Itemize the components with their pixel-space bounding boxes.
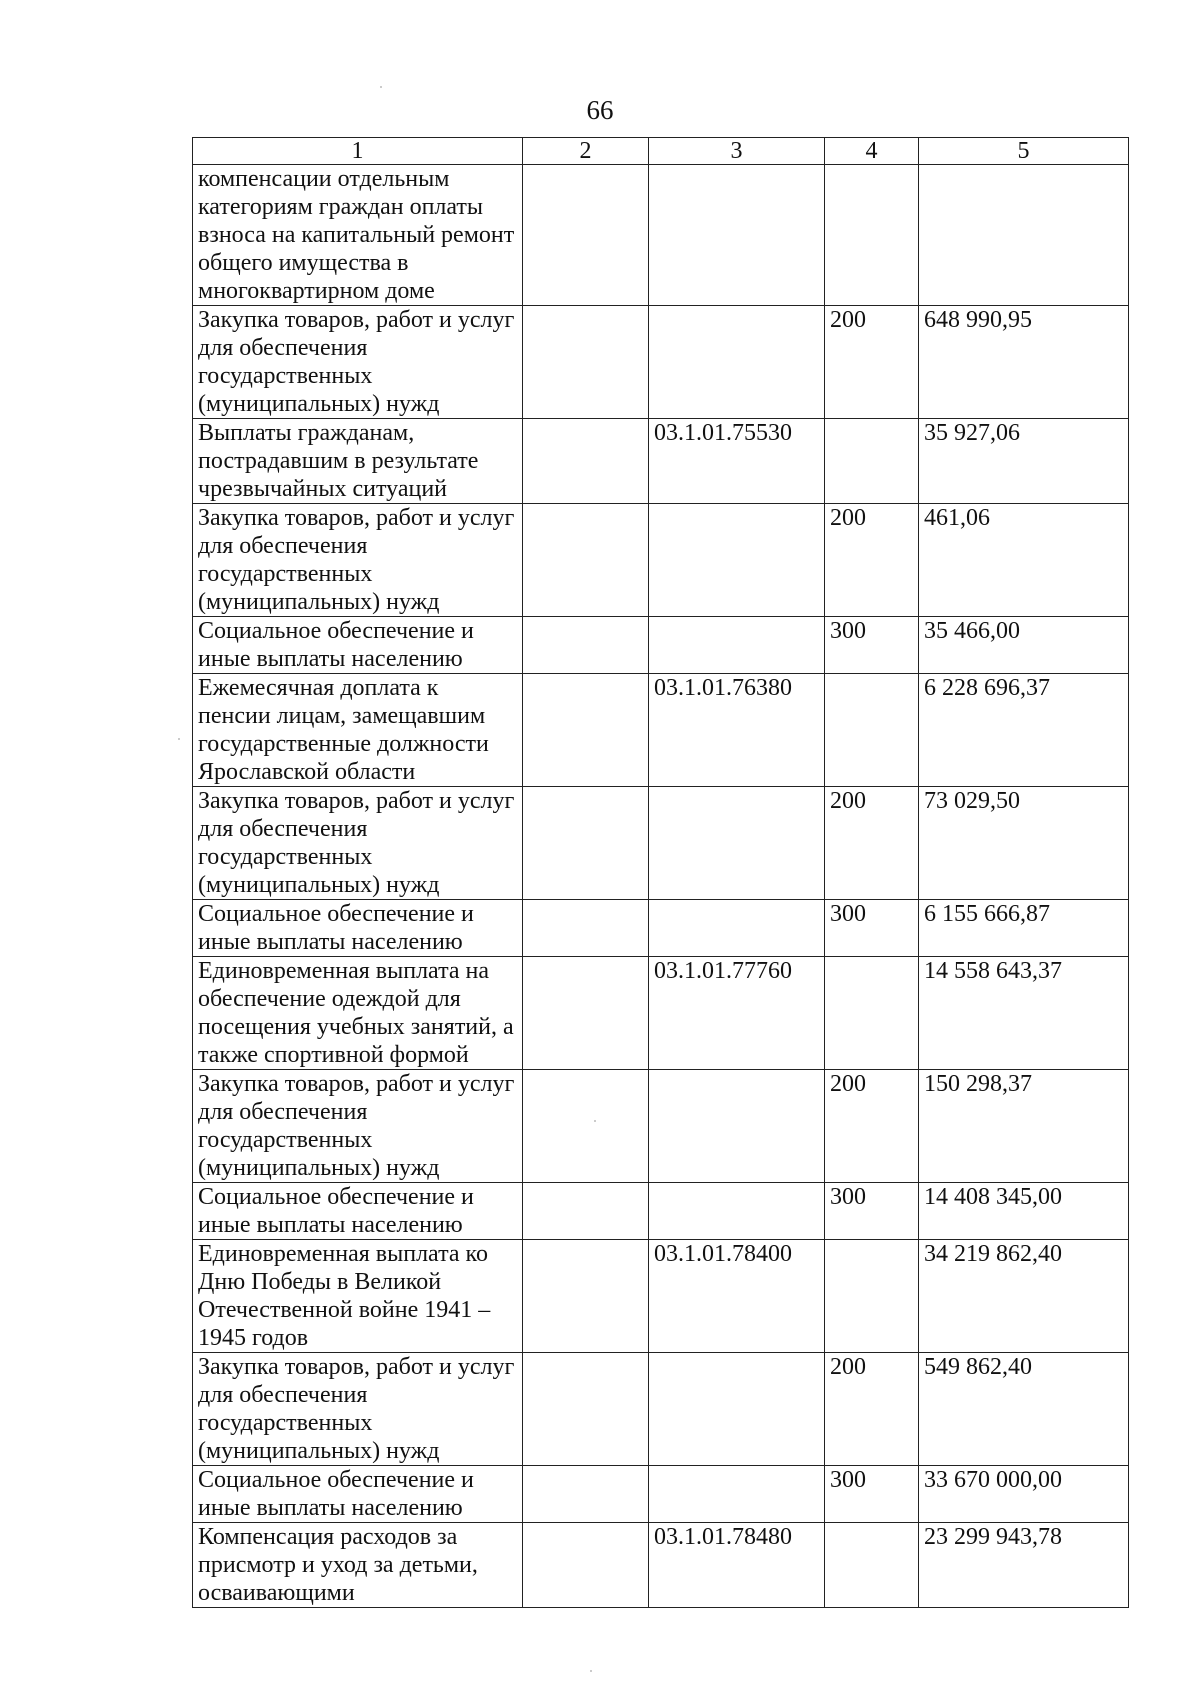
row-type-cell — [825, 1240, 919, 1353]
row-name-cell: Единовременная выплата на обеспечение одеждой для посещения учебных занятий, а также спортивной формой — [193, 957, 523, 1070]
row-col2-cell — [523, 674, 649, 787]
row-name-cell: Закупка товаров, работ и услуг для обеспечения государственных (муниципальных) нужд — [193, 1353, 523, 1466]
row-name-cell: Закупка товаров, работ и услуг для обеспечения государственных (муниципальных) нужд — [193, 787, 523, 900]
row-col2-cell — [523, 419, 649, 504]
row-col2-cell — [523, 1466, 649, 1523]
row-type-cell — [825, 674, 919, 787]
row-type-cell: 200 — [825, 1353, 919, 1466]
row-col2-cell — [523, 1240, 649, 1353]
row-name-cell: Социальное обеспечение и иные выплаты населению — [193, 900, 523, 957]
row-amount-cell: 73 029,50 — [919, 787, 1129, 900]
scan-speck — [178, 738, 180, 740]
table-row — [193, 957, 1129, 1070]
table-row — [193, 165, 1129, 306]
scan-speck — [590, 1670, 592, 1672]
table-row — [193, 1240, 1129, 1353]
row-amount-cell: 35 466,00 — [919, 617, 1129, 674]
column-header-1: 1 — [193, 138, 523, 165]
row-col2-cell — [523, 1070, 649, 1183]
budget-table — [192, 137, 1129, 1608]
row-amount-cell: 150 298,37 — [919, 1070, 1129, 1183]
row-amount-cell: 14 558 643,37 — [919, 957, 1129, 1070]
row-name-cell: компенсации отдельным категориям граждан оплаты взноса на капитальный ремонт общего имущества в многоквартирном доме — [193, 165, 523, 306]
table-row — [193, 617, 1129, 674]
row-name-cell: Социальное обеспечение и иные выплаты населению — [193, 617, 523, 674]
row-type-cell — [825, 1523, 919, 1608]
table-row — [193, 419, 1129, 504]
row-amount-cell: 461,06 — [919, 504, 1129, 617]
row-amount-cell: 35 927,06 — [919, 419, 1129, 504]
row-type-cell: 300 — [825, 617, 919, 674]
row-name-cell: Выплаты гражданам, пострадавшим в результате чрезвычайных ситуаций — [193, 419, 523, 504]
row-col2-cell — [523, 617, 649, 674]
row-col2-cell — [523, 1523, 649, 1608]
row-amount-cell — [919, 165, 1129, 306]
row-type-cell: 200 — [825, 306, 919, 419]
row-code-cell: 03.1.01.75530 — [649, 419, 825, 504]
row-name-cell: Единовременная выплата ко Дню Победы в Великой Отечественной войне 1941 – 1945 годов — [193, 1240, 523, 1353]
row-name-cell: Закупка товаров, работ и услуг для обеспечения государственных (муниципальных) нужд — [193, 1070, 523, 1183]
row-code-cell — [649, 617, 825, 674]
row-type-cell — [825, 957, 919, 1070]
row-code-cell: 03.1.01.77760 — [649, 957, 825, 1070]
row-type-cell: 300 — [825, 900, 919, 957]
row-name-cell: Социальное обеспечение и иные выплаты населению — [193, 1466, 523, 1523]
row-type-cell: 200 — [825, 1070, 919, 1183]
table-row — [193, 306, 1129, 419]
table-row — [193, 674, 1129, 787]
table-row — [193, 1183, 1129, 1240]
table-row — [193, 900, 1129, 957]
row-name-cell: Закупка товаров, работ и услуг для обеспечения государственных (муниципальных) нужд — [193, 504, 523, 617]
table-row — [193, 1523, 1129, 1608]
row-col2-cell — [523, 165, 649, 306]
scan-speck — [594, 1120, 596, 1122]
row-code-cell: 03.1.01.78400 — [649, 1240, 825, 1353]
row-code-cell — [649, 1183, 825, 1240]
row-col2-cell — [523, 1183, 649, 1240]
row-type-cell — [825, 165, 919, 306]
row-code-cell — [649, 1466, 825, 1523]
row-code-cell — [649, 165, 825, 306]
row-type-cell: 200 — [825, 504, 919, 617]
row-name-cell: Ежемесячная доплата к пенсии лицам, замещавшим государственные должности Ярославской области — [193, 674, 523, 787]
row-type-cell: 200 — [825, 787, 919, 900]
row-code-cell — [649, 787, 825, 900]
row-name-cell: Компенсация расходов за присмотр и уход за детьми, осваивающими — [193, 1523, 523, 1608]
table-row — [193, 787, 1129, 900]
row-amount-cell: 549 862,40 — [919, 1353, 1129, 1466]
table-row — [193, 1070, 1129, 1183]
row-code-cell — [649, 1070, 825, 1183]
table-header-row — [193, 138, 1129, 165]
row-code-cell: 03.1.01.76380 — [649, 674, 825, 787]
row-amount-cell: 6 228 696,37 — [919, 674, 1129, 787]
row-col2-cell — [523, 504, 649, 617]
row-amount-cell: 23 299 943,78 — [919, 1523, 1129, 1608]
table-row — [193, 1353, 1129, 1466]
row-code-cell — [649, 504, 825, 617]
scan-speck — [380, 86, 382, 88]
row-type-cell: 300 — [825, 1183, 919, 1240]
row-amount-cell: 34 219 862,40 — [919, 1240, 1129, 1353]
page-number: 66 — [586, 95, 614, 125]
row-code-cell — [649, 1353, 825, 1466]
table-row — [193, 1466, 1129, 1523]
row-type-cell — [825, 419, 919, 504]
row-type-cell: 300 — [825, 1466, 919, 1523]
row-code-cell — [649, 306, 825, 419]
column-header-2: 2 — [523, 138, 649, 165]
column-header-3: 3 — [649, 138, 825, 165]
row-code-cell — [649, 900, 825, 957]
row-amount-cell: 14 408 345,00 — [919, 1183, 1129, 1240]
table-row — [193, 504, 1129, 617]
row-code-cell: 03.1.01.78480 — [649, 1523, 825, 1608]
row-name-cell: Закупка товаров, работ и услуг для обеспечения государственных (муниципальных) нужд — [193, 306, 523, 419]
row-col2-cell — [523, 306, 649, 419]
row-col2-cell — [523, 1353, 649, 1466]
row-col2-cell — [523, 957, 649, 1070]
row-col2-cell — [523, 900, 649, 957]
column-header-5: 5 — [919, 138, 1129, 165]
row-col2-cell — [523, 787, 649, 900]
column-header-4: 4 — [825, 138, 919, 165]
table-body — [193, 165, 1129, 1608]
row-amount-cell: 6 155 666,87 — [919, 900, 1129, 957]
row-amount-cell: 648 990,95 — [919, 306, 1129, 419]
row-name-cell: Социальное обеспечение и иные выплаты населению — [193, 1183, 523, 1240]
row-amount-cell: 33 670 000,00 — [919, 1466, 1129, 1523]
